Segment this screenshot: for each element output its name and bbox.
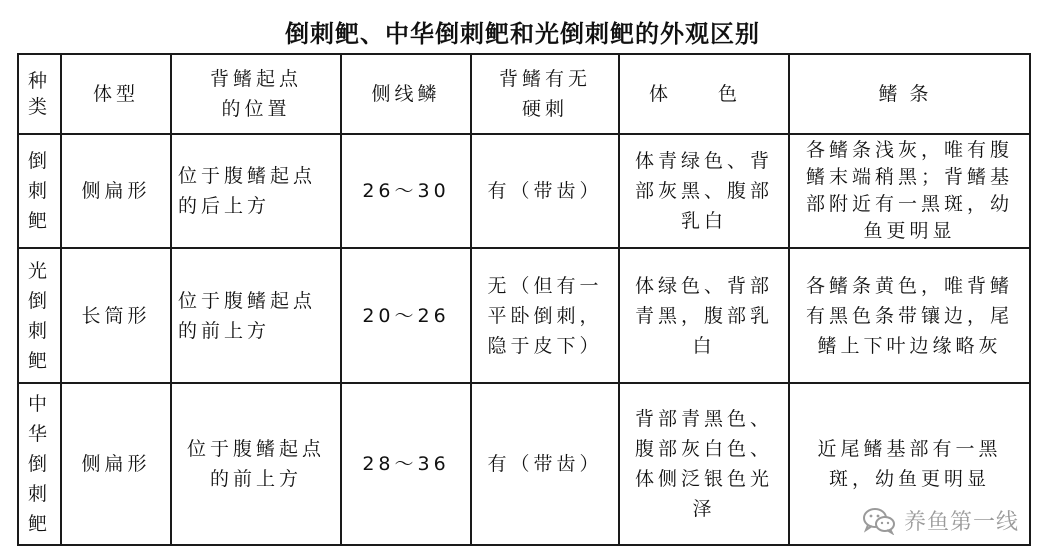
header-species: 种类 bbox=[18, 54, 61, 134]
header-body-color: 体 色 bbox=[619, 54, 789, 134]
cell-species: 中华倒刺鲃 bbox=[18, 383, 61, 545]
cell-dorsal-spine: 有（带齿） bbox=[471, 383, 619, 545]
header-row bbox=[18, 54, 1030, 134]
cell-body-color: 背部青黑色、腹部灰白色、体侧泛银色光泽 bbox=[619, 383, 789, 545]
cell-dorsal-spine: 有（带齿） bbox=[471, 134, 619, 248]
header-body-shape: 体型 bbox=[61, 54, 171, 134]
cell-fins: 各鳍条浅灰，唯有腹鳍末端稍黑；背鳍基部附近有一黑斑，幼鱼更明显 bbox=[789, 134, 1030, 248]
cell-body-color: 体绿色、背部青黑，腹部乳白 bbox=[619, 248, 789, 383]
table-title: 倒刺鲃、中华倒刺鲃和光倒刺鲃的外观区别 bbox=[285, 20, 760, 48]
table-row bbox=[18, 134, 1030, 248]
cell-dorsal-origin: 位于腹鳍起点的前上方 bbox=[171, 383, 341, 545]
cell-species: 倒刺鲃 bbox=[18, 134, 61, 248]
cell-fins: 各鳍条黄色，唯背鳍有黑色条带镶边，尾鳍上下叶边缘略灰 bbox=[789, 248, 1030, 383]
table-header bbox=[18, 54, 1030, 134]
cell-body-shape: 侧扁形 bbox=[61, 134, 171, 248]
watermark bbox=[862, 505, 1019, 536]
cell-dorsal-spine: 无（但有一平卧倒刺，隐于皮下） bbox=[471, 248, 619, 383]
cell-body-shape: 侧扁形 bbox=[61, 383, 171, 545]
cell-species: 光倒刺鲃 bbox=[18, 248, 61, 383]
cell-lateral-line: 28～36 bbox=[341, 383, 471, 545]
header-dorsal-origin: 背鳍起点的位置 bbox=[171, 54, 341, 134]
cell-body-color: 体青绿色、背部灰黑、腹部乳白 bbox=[619, 134, 789, 248]
header-lateral-line: 侧线鳞 bbox=[341, 54, 471, 134]
header-fins: 鳍条 bbox=[789, 54, 1030, 134]
cell-lateral-line: 26～30 bbox=[341, 134, 471, 248]
comparison-table bbox=[17, 53, 1031, 546]
cell-body-shape: 长筒形 bbox=[61, 248, 171, 383]
table-row bbox=[18, 248, 1030, 383]
header-dorsal-spine: 背鳍有无硬刺 bbox=[471, 54, 619, 134]
wechat-icon bbox=[862, 507, 896, 535]
cell-fins: 近尾鳍基部有一黑斑，幼鱼更明显 bbox=[789, 383, 1030, 545]
cell-lateral-line: 20～26 bbox=[341, 248, 471, 383]
watermark-text: 养鱼第一线 bbox=[903, 510, 1019, 535]
cell-dorsal-origin: 位于腹鳍起点的前上方 bbox=[171, 248, 341, 383]
cell-dorsal-origin: 位于腹鳍起点的后上方 bbox=[171, 134, 341, 248]
